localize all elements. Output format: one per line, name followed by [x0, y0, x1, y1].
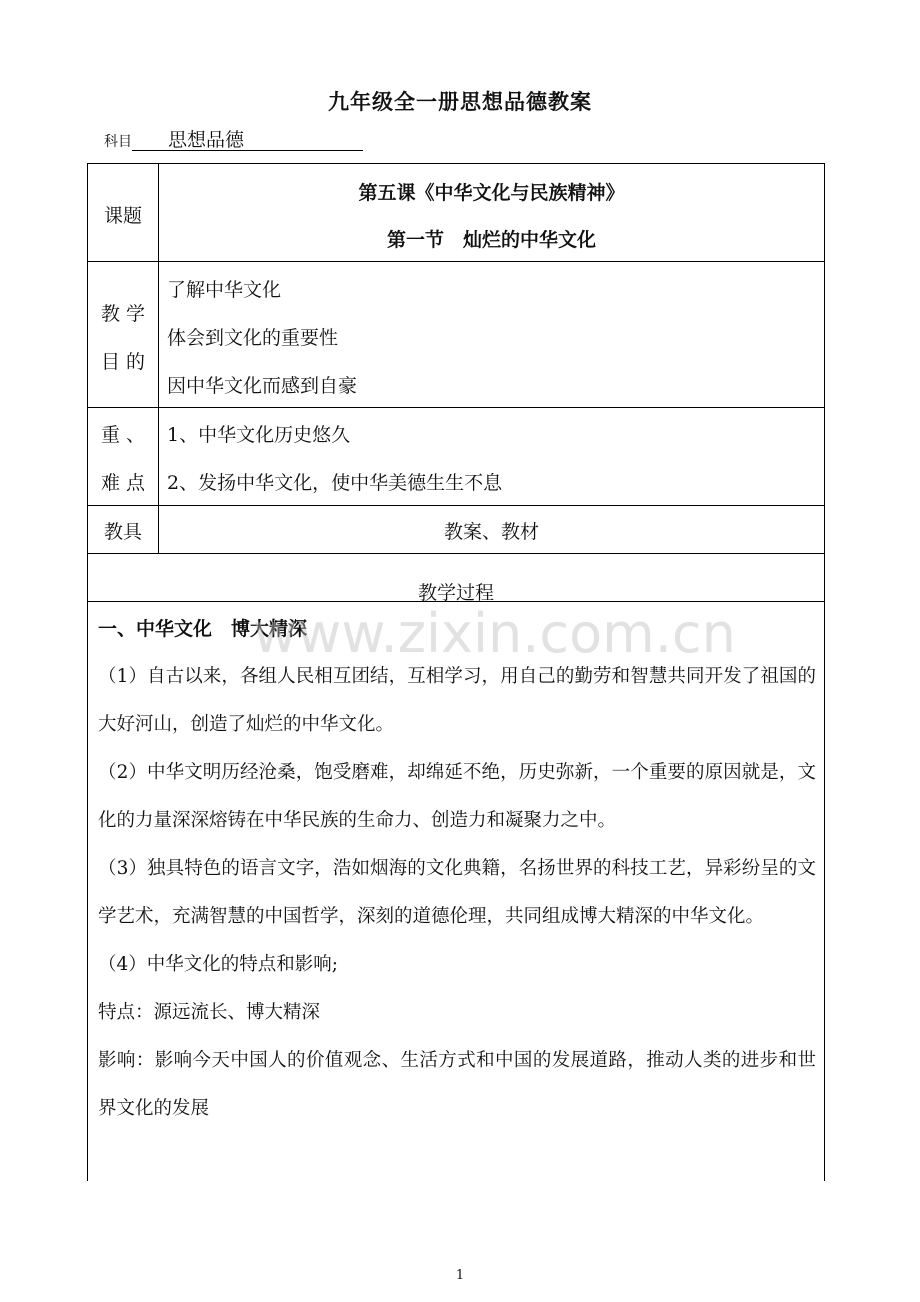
focus-label-line2: 难 点	[100, 472, 146, 494]
focus-item: 2、发扬中华文化，使中华美德生生不息	[167, 472, 503, 494]
subject-value: 思想品德	[132, 130, 363, 151]
content-paragraph: （2）中华文明历经沧桑，饱受磨难，却绵延不绝，历史弥新，一个重要的原因就是，文化的力量深深熔铸在中华民族的生命力、创造力和凝聚力之中。	[98, 762, 816, 831]
lesson-content	[98, 605, 816, 1133]
topic-label: 课题	[103, 205, 142, 227]
lesson-title: 第五课《中华文化与民族精神》	[358, 182, 625, 204]
content-heading: 一、中华文化 博大精深	[98, 618, 308, 640]
content-paragraph: （4）中华文化的特点和影响;	[98, 954, 339, 975]
content-paragraph: （3）独具特色的语言文字，浩如烟海的文化典籍，名扬世界的科技工艺，异彩纷呈的文学艺术，充满智慧的中国哲学，深刻的道德伦理，共同组成博大精深的中华文化。	[98, 858, 816, 927]
goals-label-line1: 教 学	[100, 303, 146, 325]
tools-label: 教具	[103, 521, 142, 543]
focus-item: 1、中华文化历史悠久	[167, 424, 351, 446]
section-title: 第一节 灿烂的中华文化	[386, 229, 596, 251]
row-divider	[88, 505, 824, 506]
content-paragraph: （1）自古以来，各组人民相互团结，互相学习，用自己的勤劳和智慧共同开发了祖国的大好河山，创造了灿烂的中华文化。	[98, 666, 816, 735]
row-divider	[88, 553, 824, 554]
subject-line	[104, 130, 363, 151]
content-paragraph: 影响：影响今天中国人的价值观念、生活方式和中国的发展道路，推动人类的进步和世界文化的发展	[98, 1050, 816, 1119]
subject-label: 科目	[104, 134, 132, 150]
goals-label-line2: 目 的	[100, 351, 146, 373]
page-number: 1	[455, 1268, 465, 1283]
row-divider	[88, 261, 824, 262]
row-divider	[88, 407, 824, 408]
content-paragraph: 特点：源远流长、博大精深	[98, 1002, 321, 1023]
column-divider	[158, 164, 159, 553]
goal-item: 体会到文化的重要性	[167, 327, 339, 349]
goal-item: 了解中华文化	[167, 279, 282, 301]
document-title: 九年级全一册思想品德教案	[328, 89, 592, 114]
process-heading: 教学过程	[417, 582, 494, 604]
lesson-plan-table	[87, 163, 825, 1181]
watermark: www.zixin.com.cn	[253, 602, 736, 665]
tools-value: 教案、教材	[443, 521, 539, 543]
goal-item: 因中华文化而感到自豪	[167, 375, 358, 397]
focus-label-line1: 重 、	[100, 424, 146, 446]
